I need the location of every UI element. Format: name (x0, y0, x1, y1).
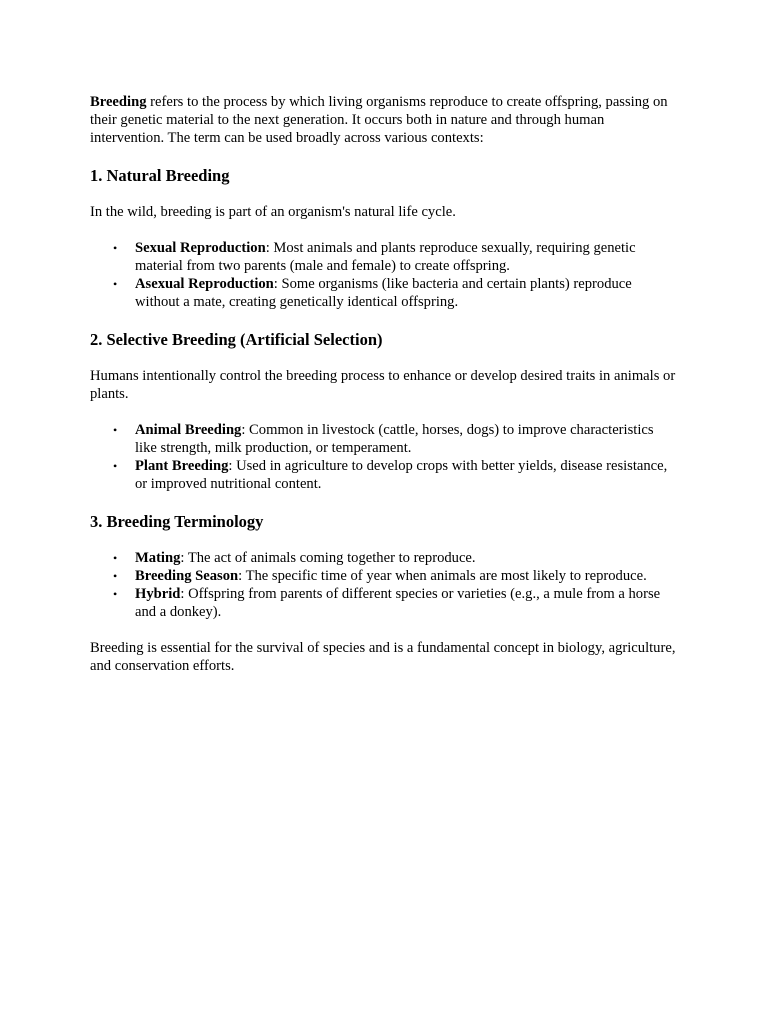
list-item (113, 549, 678, 567)
bullet-icon: • (113, 241, 118, 255)
list-item-text: : Common in livestock (cattle, horses, dogs) to improve characteristics like strength, milk production, or temperament. (135, 422, 654, 456)
list-item (113, 275, 678, 311)
bullet-icon: • (113, 277, 118, 291)
bullet-icon: • (113, 423, 118, 437)
bullet-icon: • (113, 587, 118, 601)
selective-breeding-list (90, 421, 678, 493)
natural-breeding-list (90, 239, 678, 311)
list-item (113, 567, 678, 585)
intro-text: refers to the process by which living organisms reproduce to create offspring, passing on their genetic material to the next generation. It occurs both in nature and through human intervention. The term can be used broadly across various contexts: (90, 94, 668, 146)
list-item (113, 239, 678, 275)
list-item (113, 457, 678, 493)
list-item-text: : Offspring from parents of different species or varieties (e.g., a mule from a horse and a donkey). (135, 586, 661, 620)
breeding-terminology-list (90, 549, 678, 621)
intro-term: Breeding (90, 94, 147, 110)
list-item-text: : Some organisms (like bacteria and certain plants) reproduce without a mate, creating genetically identical offspring. (135, 276, 632, 310)
bullet-icon: • (113, 459, 118, 473)
section-heading-selective-breeding: 2. Selective Breeding (Artificial Selection) (90, 330, 383, 349)
list-item-term: Sexual Reproduction (135, 240, 266, 256)
conclusion-paragraph: Breeding is essential for the survival of species and is a fundamental concept in biology, agriculture, and conservation efforts. (90, 640, 676, 674)
section-heading-natural-breeding: 1. Natural Breeding (90, 166, 230, 185)
list-item-text: : The specific time of year when animals are most likely to reproduce. (238, 568, 647, 584)
intro-paragraph (90, 93, 678, 147)
list-item-term: Animal Breeding (135, 422, 242, 438)
list-item-term: Asexual Reproduction (135, 276, 274, 292)
list-item-term: Hybrid (135, 586, 181, 602)
bullet-icon: • (113, 551, 118, 565)
list-item (113, 585, 678, 621)
list-item (113, 421, 678, 457)
section-paragraph-selective-breeding: Humans intentionally control the breeding process to enhance or develop desired traits in animals or plants. (90, 368, 676, 402)
section-heading-breeding-terminology: 3. Breeding Terminology (90, 512, 264, 531)
list-item-text: : Most animals and plants reproduce sexually, requiring genetic material from two parents (male and female) to create offspring. (135, 240, 636, 274)
list-item-term: Mating (135, 550, 181, 566)
section-paragraph-natural-breeding: In the wild, breeding is part of an organism's natural life cycle. (90, 204, 456, 220)
list-item-term: Plant Breeding (135, 458, 229, 474)
list-item-text: : Used in agriculture to develop crops with better yields, disease resistance, or improved nutritional content. (135, 458, 668, 492)
list-item-term: Breeding Season (135, 568, 239, 584)
bullet-icon: • (113, 569, 118, 583)
list-item-text: : The act of animals coming together to reproduce. (180, 550, 476, 566)
